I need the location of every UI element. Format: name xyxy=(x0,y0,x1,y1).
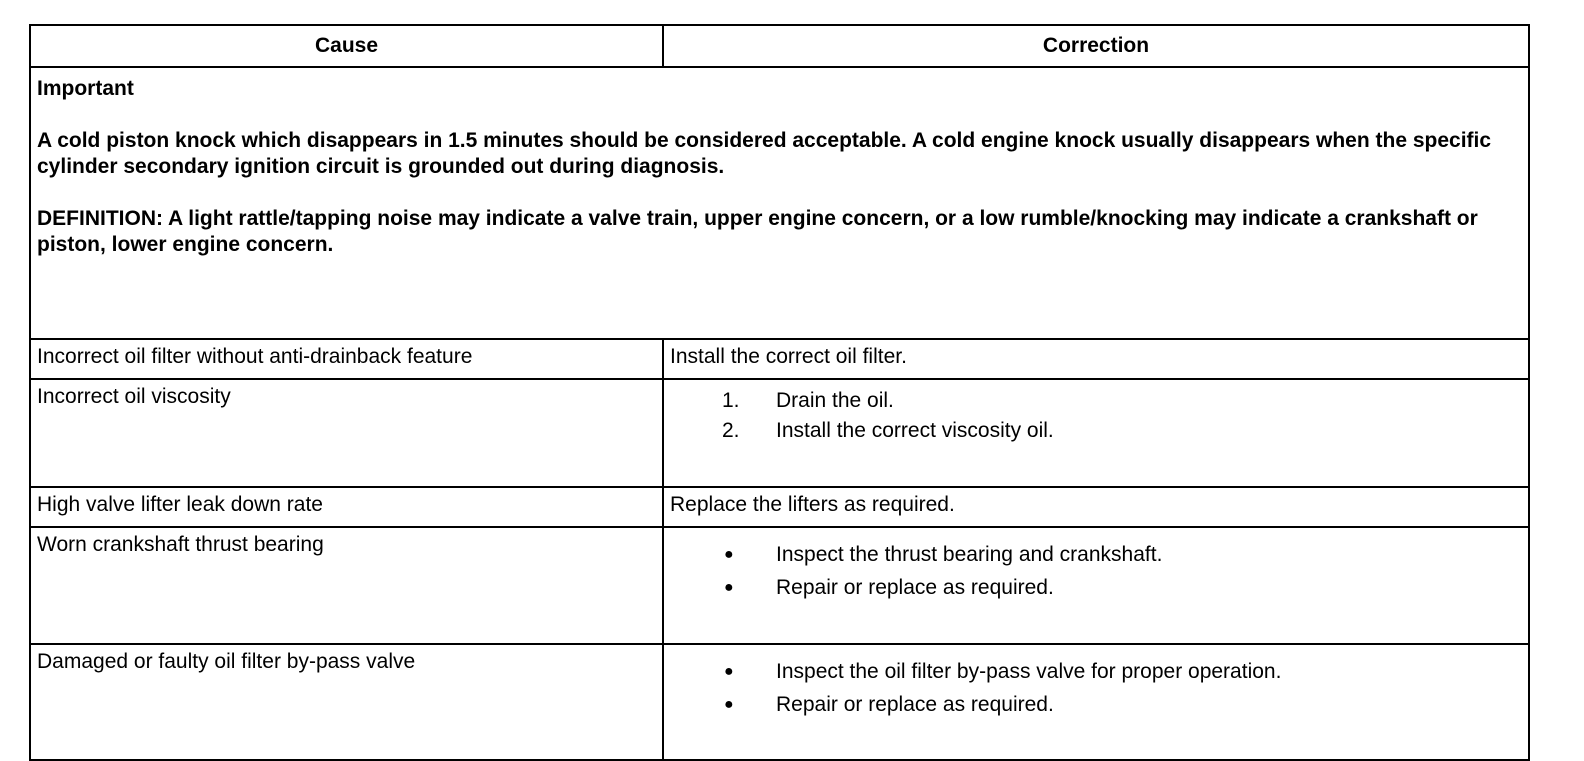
header-row xyxy=(30,25,1529,67)
list-item xyxy=(670,416,1522,446)
bullet-icon: ● xyxy=(724,546,734,563)
step-text: Inspect the thrust bearing and crankshaft. xyxy=(776,543,1163,566)
bullet-icon: ● xyxy=(724,663,734,680)
cause-header: Cause xyxy=(30,25,663,67)
cause-cell: Worn crankshaft thrust bearing xyxy=(30,527,663,644)
step-text: Repair or replace as required. xyxy=(776,693,1054,716)
cause-cell: High valve lifter leak down rate xyxy=(30,487,663,527)
cause-cell: Damaged or faulty oil filter by-pass valve xyxy=(30,644,663,760)
step-number: 2. xyxy=(722,419,740,442)
important-note-row xyxy=(30,67,1529,339)
list-item xyxy=(670,386,1522,416)
correction-cell xyxy=(663,379,1529,487)
table-row xyxy=(30,487,1529,527)
step-number: 1. xyxy=(722,389,740,412)
bullet-list xyxy=(670,528,1522,604)
step-text: Inspect the oil filter by-pass valve for proper operation. xyxy=(776,660,1282,683)
step-text: Drain the oil. xyxy=(776,389,894,412)
note-heading: Important xyxy=(37,77,134,100)
table-row xyxy=(30,644,1529,760)
correction-header: Correction xyxy=(663,25,1529,67)
correction-cell: Replace the lifters as required. xyxy=(663,487,1529,527)
step-text: Install the correct viscosity oil. xyxy=(776,419,1054,442)
table-row xyxy=(30,339,1529,379)
step-text: Repair or replace as required. xyxy=(776,576,1054,599)
cause-cell: Incorrect oil filter without anti-drainback feature xyxy=(30,339,663,379)
bullet-icon: ● xyxy=(724,579,734,596)
correction-cell xyxy=(663,527,1529,644)
table-row xyxy=(30,527,1529,644)
list-item xyxy=(670,655,1522,688)
definition-paragraph: DEFINITION: A light rattle/tapping noise may indicate a valve train, upper engine concern, or a low rumble/knocking may indicate a crankshaft or piston, lower engine concern. xyxy=(37,207,1478,256)
correction-cell xyxy=(663,644,1529,760)
list-item xyxy=(670,538,1522,571)
note-paragraph: A cold piston knock which disappears in 1.5 minutes should be considered acceptable. A cold engine knock usually disappears when the specific cylinder secondary ignition circuit is grounded out during diagnosis. xyxy=(37,129,1492,178)
cause-cell: Incorrect oil viscosity xyxy=(30,379,663,487)
diagnosis-table xyxy=(29,24,1530,761)
important-note xyxy=(30,67,1529,339)
table-row xyxy=(30,379,1529,487)
bullet-list xyxy=(670,645,1522,721)
list-item xyxy=(670,688,1522,721)
numbered-steps xyxy=(670,380,1522,446)
list-item xyxy=(670,571,1522,604)
bullet-icon: ● xyxy=(724,696,734,713)
correction-cell: Install the correct oil filter. xyxy=(663,339,1529,379)
